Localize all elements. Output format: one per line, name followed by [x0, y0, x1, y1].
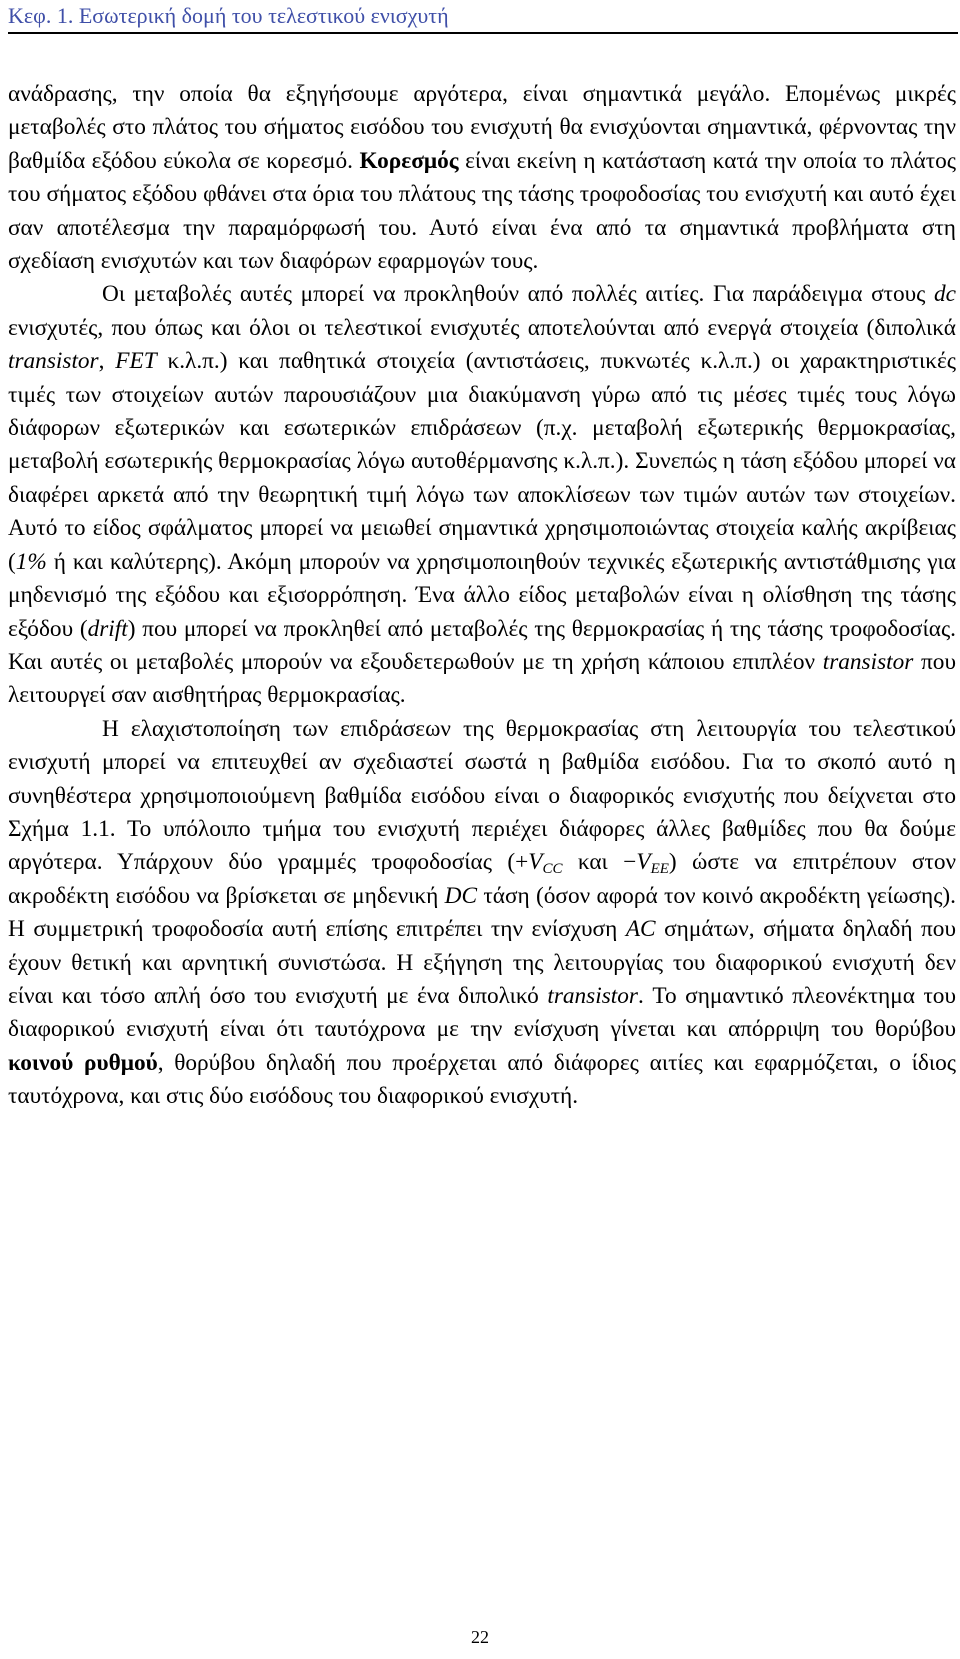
- text-run: σημάτων, σήματα δηλαδή που έχουν θετική και αρνητική συνιστώσα. Η εξήγηση της λειτουργίας του διαφορικού ενισχυτή δεν είναι και τόσο απλή όσο του ενισχυτή με ένα διπολικό: [8, 916, 956, 1009]
- text-run: ή και καλύτερης). Ακόμη μπορούν να χρησιμοποιηθούν τεχνικές εξωτερικής αντιστάθμισης για μηδενισμό της εξόδου και εξισορρόπηση. Ένα άλλο είδος μεταβολών είναι η ολίσθηση της τάσης εξόδου (: [8, 548, 956, 642]
- italic-term: AC: [625, 916, 656, 943]
- italic-term: drift: [87, 615, 128, 642]
- text-run: ,: [98, 348, 116, 375]
- text-run: , θορύβου δηλαδή που προέρχεται από διάφορες αιτίες και εφαρμόζεται, ο ίδιος ταυτόχρονα, και στις δύο εισόδους του διαφορικού ενισχυτή.: [8, 1049, 956, 1110]
- text-run: τάση (όσον αφορά τον κοινό ακροδέκτη γείωσης). Η συμμετρική τροφοδοσία αυτή επίσης επιτρέπει την ενίσχυση: [8, 882, 956, 943]
- text-run: που λειτουργεί σαν αισθητήρας θερμοκρασίας.: [8, 648, 956, 709]
- paragraph: [8, 278, 956, 712]
- italic-term: transistor: [822, 648, 914, 675]
- text-run: Η ελαχιστοποίηση των επιδράσεων της θερμοκρασίας στη λειτουργία του τελεστικού ενισχυτή μπορεί να επιτευχθεί αν σχεδιαστεί σωστά η βαθμίδα εισόδου. Για το σκοπό αυτό η συνηθέστερα χρησιμοποιούμενη βαθμίδα εισόδου είναι ο διαφορικός ενισχυτής που δείχνεται στο Σχήμα 1.1. Το υπόλοιπο τμήμα του ενισχυτή περιέχει διάφορες άλλες βαθμίδες που θα δούμε αργότερα. Υπάρχουν δύο γραμμές τροφοδοσίας (+: [8, 715, 956, 876]
- text-run: Οι μεταβολές αυτές μπορεί να προκληθούν από πολλές αιτίες. Για παράδειγμα στους: [102, 281, 934, 308]
- italic-term: DC: [444, 882, 478, 909]
- bold-term: κοινού ρυθμού: [8, 1049, 158, 1076]
- italic-term: V: [528, 849, 543, 876]
- bold-term: Κορεσμός: [359, 147, 459, 174]
- italic-term: dc: [934, 281, 956, 308]
- text-run: και −: [562, 849, 637, 876]
- italic-term: 1%: [15, 548, 47, 575]
- italic-term: transistor: [8, 348, 99, 375]
- page-number: 22: [471, 1627, 489, 1647]
- text-run: . Το σημαντικό πλεονέκτημα του διαφορικού ενισχυτή είναι ότι ταυτόχρονα με την ενίσχυση γίνεται και απόρριψη του θορύβου: [8, 982, 956, 1043]
- text-run: είναι εκείνη η κατάσταση κατά την οποία το πλάτος του σήματος εξόδου φθάνει στα όρια του πλάτους της τάσης τροφοδοσίας του ενισχυτή και αυτό έχει σαν αποτέλεσμα την παραμόρφωσή του. Αυτό είναι ένα από τα σημαντικά προβλήματα στη σχεδίαση ενισχυτών και των διαφόρων εφαρμογών τους.: [8, 147, 956, 275]
- italic-term: transistor: [547, 982, 638, 1009]
- text-run: κ.λ.π.) και παθητικά στοιχεία (αντιστάσεις, πυκνωτές κ.λ.π.) οι χαρακτηριστικές τιμές των στοιχείων αυτών παρουσιάζουν μια διακύμανση γύρω από τις μέσες τιμές τους λόγω διάφορων εξωτερικών και εσωτερικών επιδράσεων (π.χ. μεταβολή εξωτερικής θερμοκρασίας, μεταβολή εσωτερικής θερμοκρασίας λόγω αυτοθέρμανσης κ.λ.π.). Συνεπώς η τάση εξόδου μπορεί να διαφέρει αρκετά από την θεωρητική τιμή λόγω των αποκλίσεων των τιμών αυτών των στοιχείων. Αυτό το είδος σφάλματος μπορεί να μειωθεί σημαντικά χρησιμοποιώντας στοιχεία καλής ακρίβειας (: [8, 348, 956, 575]
- running-header: [8, 0, 958, 34]
- paragraph: [8, 78, 956, 278]
- paragraph: [8, 713, 956, 1114]
- text-run: ενισχυτές, που όπως και όλοι οι τελεστικοί ενισχυτές αποτελούνται από ενεργά στοιχεία (διπολικά: [8, 314, 956, 341]
- body-text: [8, 78, 956, 1114]
- text-run: ) ώστε να επιτρέπουν στον ακροδέκτη εισόδου να βρίσκεται σε μηδενική: [8, 849, 956, 909]
- text-run: ) που μπορεί να προκληθεί από μεταβολές της θερμοκρασίας ή της τάσης τροφοδοσίας. Και αυτές οι μεταβολές μπορούν να εξουδετερωθούν με τη χρήση κάποιου επιπλέον: [8, 615, 957, 675]
- text-run: ανάδρασης, την οποία θα εξηγήσουμε αργότερα, είναι σημαντικά μεγάλο. Επομένως μικρές μεταβολές στο πλάτος του σήματος εισόδου του ενισχυτή θα ενισχύονται σημαντικά, φέρνοντας την βαθμίδα εξόδου εύκολα σε κορεσμό.: [8, 81, 956, 174]
- subscript: EE: [650, 861, 669, 878]
- chapter-title: Κεφ. 1. Εσωτερική δομή του τελεστικού ενισχυτή: [8, 3, 449, 28]
- italic-term: FET: [115, 348, 157, 375]
- italic-term: V: [636, 849, 651, 876]
- subscript: CC: [542, 861, 563, 878]
